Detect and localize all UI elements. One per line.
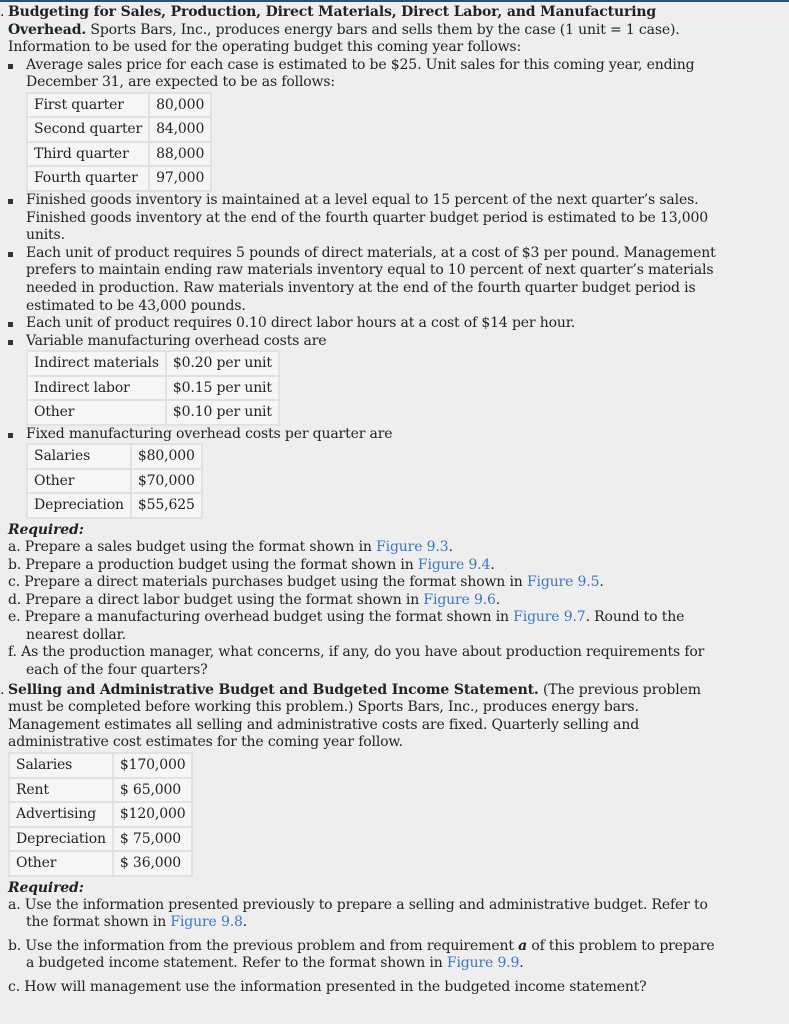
bullet-icon xyxy=(8,199,13,204)
text: . xyxy=(448,538,453,555)
title-line xyxy=(0,4,783,22)
intro-text: Sports Bars, Inc., produces energy bars and sells them by the case (1 unit = 1 case). xyxy=(86,21,680,38)
cell: $ 65,000 xyxy=(114,779,192,802)
bullet-item xyxy=(8,315,783,333)
text-line: Each unit of product requires 5 pounds of direct materials, at a cost of $3 per pound. Management xyxy=(26,244,716,261)
bullet-item xyxy=(8,426,783,444)
figure-link[interactable]: Figure 9.5 xyxy=(526,574,600,591)
table-row xyxy=(28,401,278,424)
cell: Indirect materials xyxy=(28,352,165,375)
cell: Other xyxy=(28,470,130,493)
requirement-a xyxy=(8,539,783,557)
bullet-icon xyxy=(8,322,13,327)
table-row xyxy=(28,118,210,141)
requirement-c: c. How will management use the information presented in the budgeted income statement? xyxy=(8,978,647,995)
text: . xyxy=(599,574,604,591)
text: of this problem to prepare xyxy=(527,937,715,954)
text-line: must be completed before working this problem.) Sports Bars, Inc., produces energy bars. xyxy=(8,699,639,716)
requirement-c xyxy=(8,574,783,592)
cell: Other xyxy=(10,852,112,875)
bullet-icon xyxy=(8,64,13,69)
figure-link[interactable]: Figure 9.3 xyxy=(376,538,449,555)
cell: $ 75,000 xyxy=(114,828,192,851)
table-row xyxy=(10,852,191,875)
sales-table xyxy=(26,92,212,192)
cell: Depreciation xyxy=(10,828,112,851)
problem-1 xyxy=(0,4,783,680)
text: b. Use the information from the previous problem and from requirement xyxy=(8,937,519,954)
table-row xyxy=(10,828,191,851)
text: (The previous problem xyxy=(538,681,701,698)
top-border xyxy=(0,0,789,2)
text-line: December 31, are expected to be as follows: xyxy=(26,74,335,91)
text: the format shown in xyxy=(26,914,171,931)
text-line: Average sales price for each case is estimated to be $25. Unit sales for this coming year, ending xyxy=(26,56,695,73)
text: . xyxy=(495,591,501,608)
cell: Fourth quarter xyxy=(28,167,148,190)
figure-link[interactable]: Figure 9.8 xyxy=(170,914,243,931)
cell: Depreciation xyxy=(28,494,130,517)
figure-link[interactable]: Figure 9.6 xyxy=(423,591,496,608)
document xyxy=(0,4,783,997)
table-row xyxy=(28,94,210,117)
text-line: nearest dollar. xyxy=(26,626,126,643)
bullet-icon xyxy=(8,252,13,257)
problem-title: Selling and Administrative Budget and Budgeted Income Statement. xyxy=(8,681,539,698)
variable-overhead-table xyxy=(26,350,280,426)
table-row xyxy=(28,377,278,400)
requirement-a: a. Use the information presented previously to prepare a selling and administrative budget. Refer to xyxy=(8,896,708,913)
table-row xyxy=(10,803,191,826)
bullet-item xyxy=(8,333,783,351)
cell: Salaries xyxy=(10,754,112,777)
emphasis: a xyxy=(518,937,528,954)
selling-admin-costs-table xyxy=(8,752,193,877)
title-line xyxy=(8,22,783,40)
cell: Advertising xyxy=(10,803,112,826)
text-line: administrative cost estimates for the coming year follow. xyxy=(8,734,403,751)
problem-title: Overhead. xyxy=(8,21,87,38)
requirement-e xyxy=(8,609,783,627)
text-line xyxy=(8,914,783,932)
text-line: Management estimates all selling and administrative costs are fixed. Quarterly selling and xyxy=(8,716,640,733)
fixed-overhead-table xyxy=(26,443,203,519)
table-row xyxy=(28,352,278,375)
required-heading: Required: xyxy=(8,521,84,538)
figure-link[interactable]: Figure 9.4 xyxy=(417,556,491,573)
problem-2 xyxy=(0,681,783,997)
table-row xyxy=(28,470,201,493)
cell: $80,000 xyxy=(132,445,201,468)
cell: $170,000 xyxy=(114,754,192,777)
text-line: prefers to maintain ending raw materials inventory equal to 10 percent of next quarter’s materials xyxy=(26,262,714,279)
text-line: needed in production. Raw materials inventory at the end of the fourth quarter budget period is xyxy=(26,279,696,296)
cell: 97,000 xyxy=(150,167,210,190)
text: a budgeted income statement. Refer to the format shown in xyxy=(26,955,447,972)
text: . Round to the xyxy=(585,609,685,626)
cell: Rent xyxy=(10,779,112,802)
text: . xyxy=(490,556,495,573)
cell: Other xyxy=(28,401,165,424)
cell: 84,000 xyxy=(150,118,210,141)
cell: Third quarter xyxy=(28,143,148,166)
text-line: each of the four quarters? xyxy=(26,662,208,679)
cell: 80,000 xyxy=(150,94,210,117)
bullet-mark: . xyxy=(0,681,5,698)
text-line: Each unit of product requires 0.10 direct labor hours at a cost of $14 per hour. xyxy=(26,315,576,332)
text-line: Finished goods inventory at the end of the fourth quarter budget period is estimated to be 13,000 xyxy=(26,209,709,226)
text-line xyxy=(8,955,783,973)
requirement-f: f. As the production manager, what concerns, if any, do you have about production requirements for xyxy=(8,644,705,661)
cell: $0.20 per unit xyxy=(167,352,278,375)
table-row xyxy=(28,445,201,468)
requirement-b xyxy=(8,938,783,956)
cell: $70,000 xyxy=(132,470,201,493)
cell: First quarter xyxy=(28,94,148,117)
cell: $120,000 xyxy=(114,803,192,826)
cell: Second quarter xyxy=(28,118,148,141)
text: e. Prepare a manufacturing overhead budget using the format shown in xyxy=(8,609,514,626)
cell: $ 36,000 xyxy=(114,852,192,875)
table-row xyxy=(28,494,201,517)
requirement-d xyxy=(8,592,783,610)
table-row xyxy=(10,779,191,802)
table-row xyxy=(28,143,210,166)
cell: $0.10 per unit xyxy=(167,401,278,424)
cell: Salaries xyxy=(28,445,130,468)
bullet-mark: . xyxy=(0,4,5,20)
bullet-icon xyxy=(8,340,13,345)
text-line: Finished goods inventory is maintained at a level equal to 15 percent of the next quarter’s sales. xyxy=(26,191,699,208)
intro-text: Information to be used for the operating budget this coming year follows: xyxy=(8,39,522,56)
requirement-b xyxy=(8,557,783,575)
table-row xyxy=(10,754,191,777)
cell: 88,000 xyxy=(150,143,210,166)
problem-title: Budgeting for Sales, Production, Direct Materials, Direct Labor, and Manufacturing xyxy=(8,4,657,20)
bullet-icon xyxy=(8,433,13,438)
text-line: Variable manufacturing overhead costs are xyxy=(26,332,327,349)
bullet-item xyxy=(8,57,783,92)
bullet-item xyxy=(8,192,783,245)
text: b. Prepare a production budget using the format shown in xyxy=(8,556,418,573)
figure-link[interactable]: Figure 9.7 xyxy=(513,609,586,626)
title-line xyxy=(0,681,783,700)
text: a. Prepare a sales budget using the format shown in xyxy=(8,538,377,555)
text-line: estimated to be 43,000 pounds. xyxy=(26,297,246,314)
required-heading: Required: xyxy=(8,879,84,896)
text: . xyxy=(519,955,524,972)
figure-link[interactable]: Figure 9.9 xyxy=(446,955,520,972)
cell: $55,625 xyxy=(132,494,201,517)
text: . xyxy=(242,914,248,931)
text: c. Prepare a direct materials purchases budget using the format shown in xyxy=(8,574,527,591)
text: d. Prepare a direct labor budget using the format shown in xyxy=(8,591,424,608)
bullet-item xyxy=(8,245,783,315)
text-line: units. xyxy=(26,227,65,244)
table-row xyxy=(28,167,210,190)
cell: Indirect labor xyxy=(28,377,165,400)
cell: $0.15 per unit xyxy=(167,377,278,400)
text-line: Fixed manufacturing overhead costs per quarter are xyxy=(26,425,393,442)
